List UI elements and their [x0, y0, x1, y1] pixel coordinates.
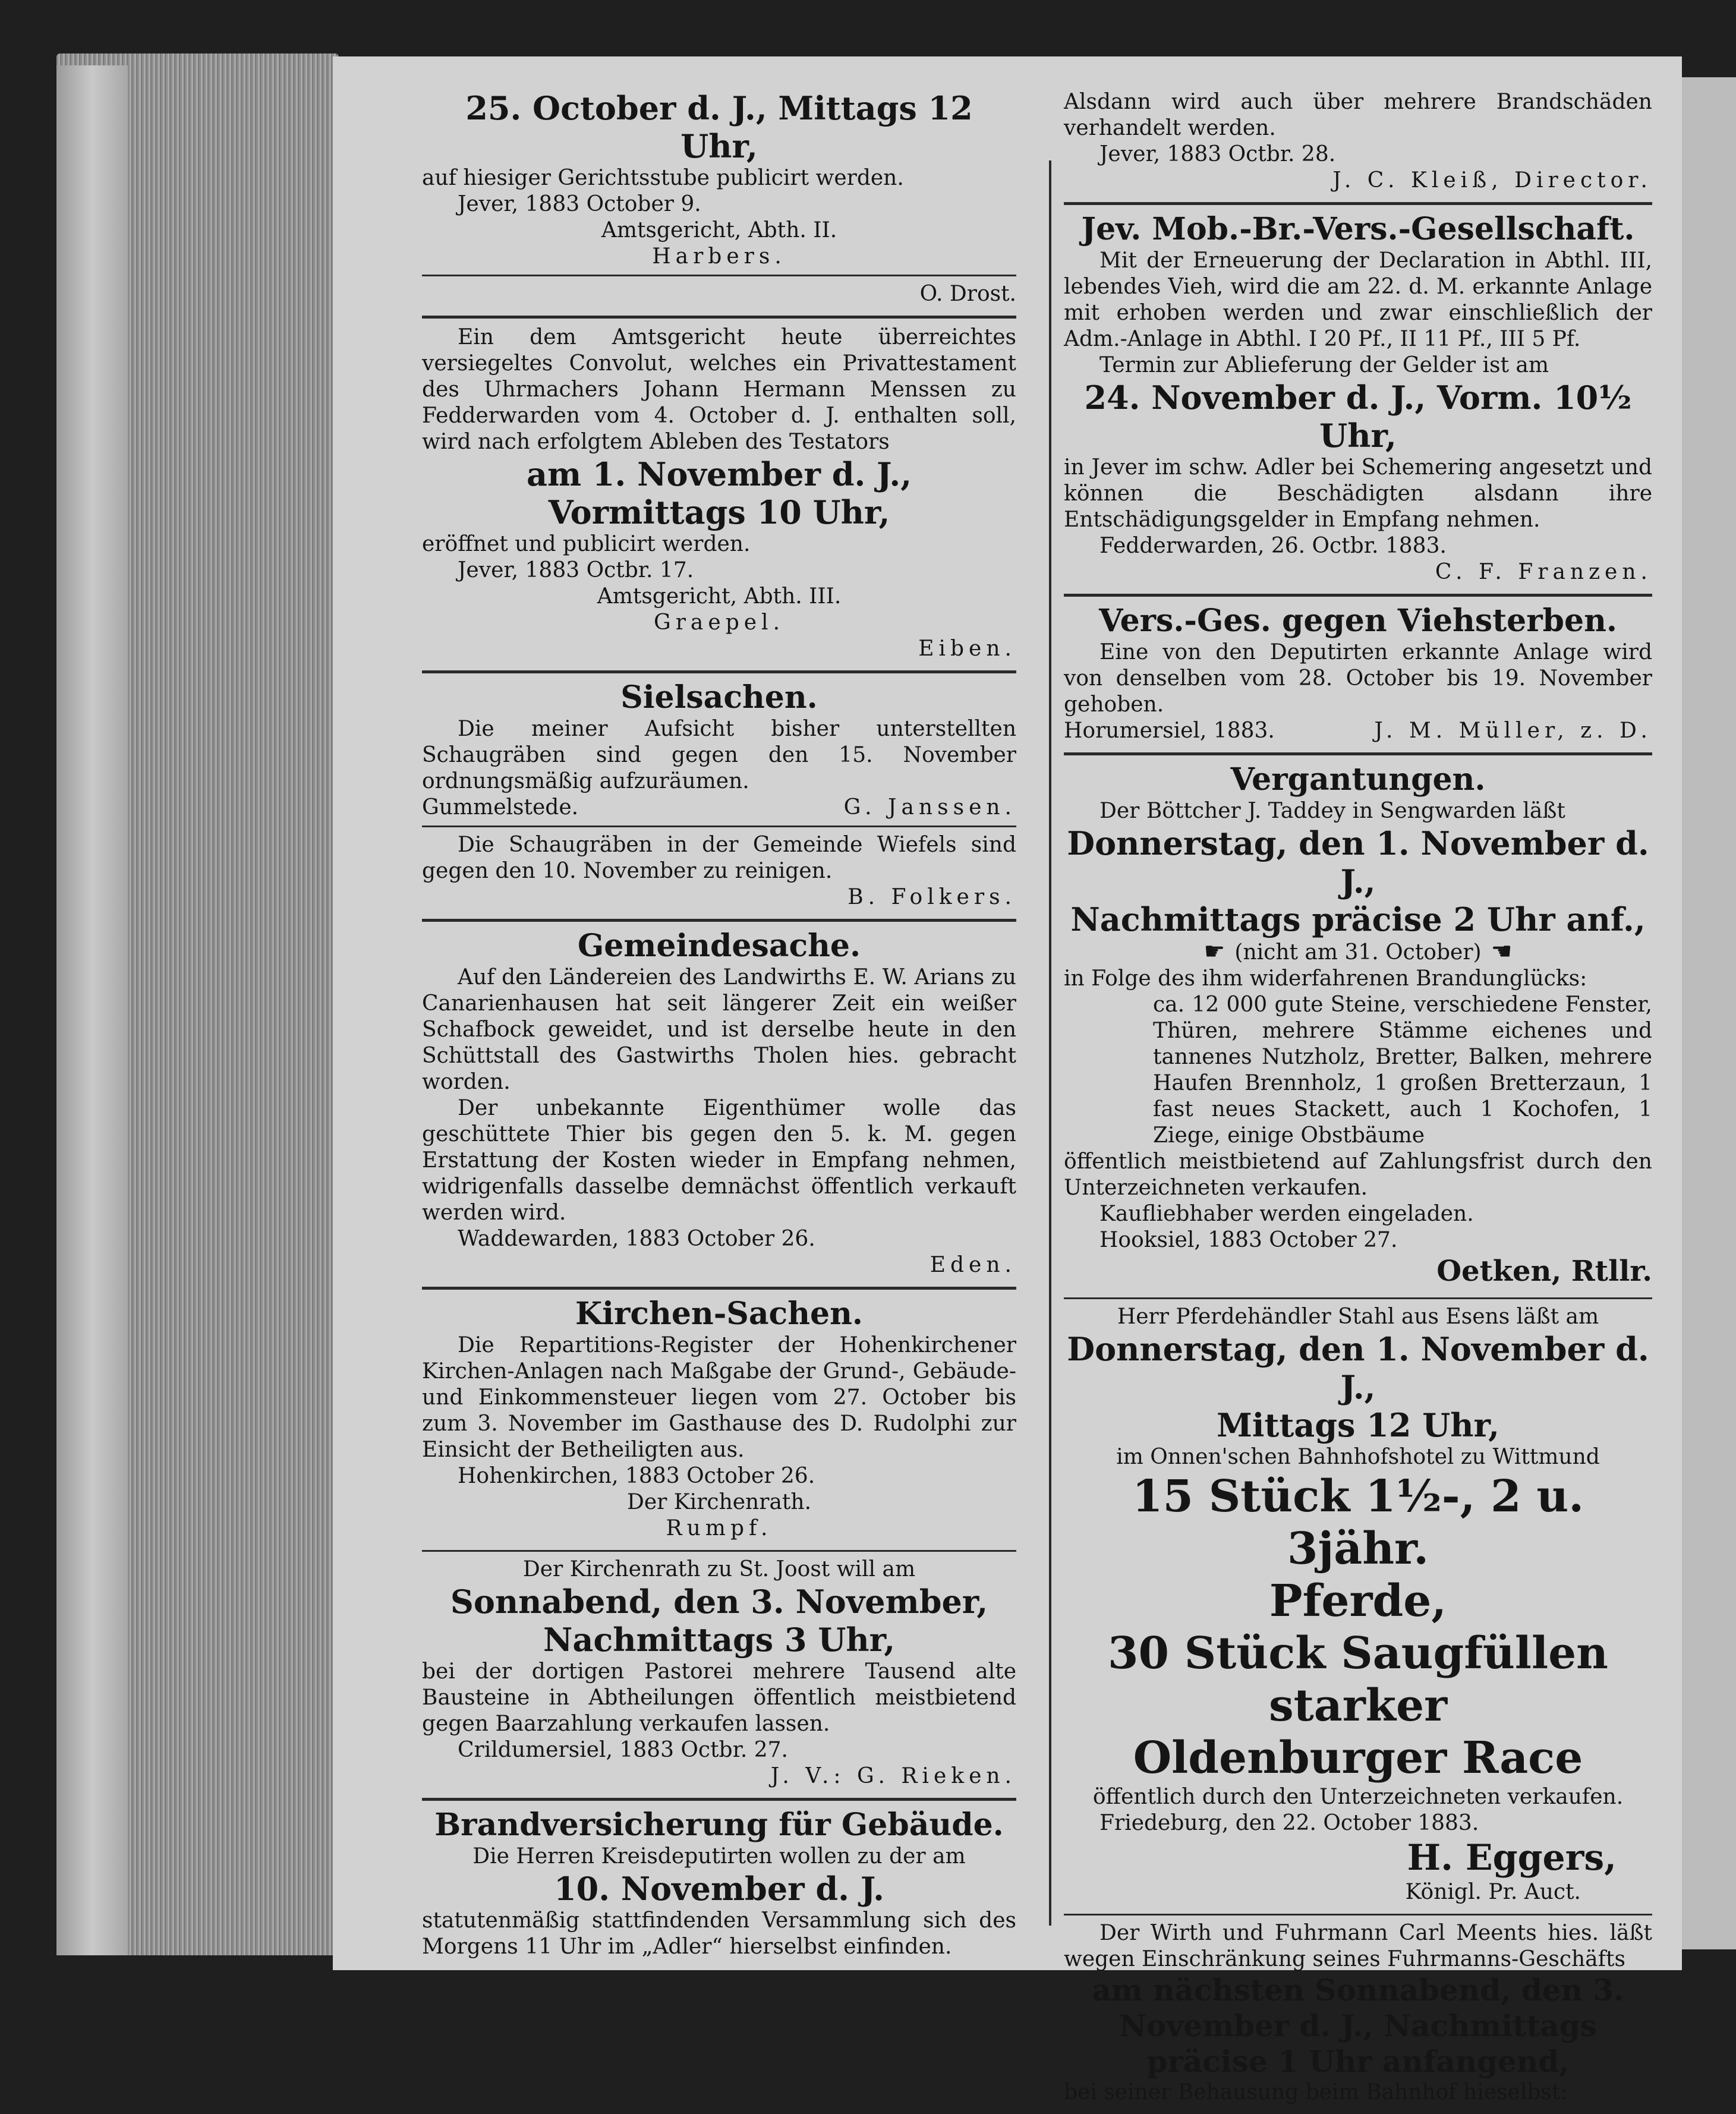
notice-signature: B. Folkers. [847, 885, 1016, 909]
notice-date: 24. November d. J., Vorm. 10½ Uhr, [1084, 379, 1632, 455]
notice-place-date: Jever, 1883 October 9. [458, 192, 701, 216]
separator-rule [422, 1550, 1016, 1552]
notice-note [1064, 938, 1652, 966]
section-heading: Brandversicherung für Gebäude. [434, 1807, 1004, 1843]
notice-text: Die Repartitions-Register der Hohenkirchener Kirchen-Anlagen nach Maßgabe der Grund-, Gebäude- und Einkommensteuer liegen vom 27. October bis zum 3. November im Gasthause des D. Rudolphi zur Einsicht der Betheiligten aus. [422, 1333, 1016, 1462]
notice-date: Sonnabend, den 3. November, [450, 1583, 988, 1621]
notice-text: Alsdann wird auch über mehrere Brandschäden verhandelt werden. [1064, 90, 1652, 140]
signature-line [422, 795, 1016, 821]
notice-text: in Folge des ihm widerfahrenen Brandunglücks: [1064, 966, 1587, 991]
notice-viehsterben [1064, 603, 1652, 744]
notice-court: Amtsgericht, Abth. II. [601, 218, 837, 242]
pointing-hand-left-icon: ☛ [1203, 938, 1225, 965]
notice-jev-mob-gesellschaft [1064, 211, 1652, 585]
notice-place-date: Crildumersiel, 1883 Octbr. 27. [458, 1738, 788, 1762]
notice-text: Die meiner Aufsicht bisher unterstellten Schaugräben sind gegen den 15. November ordnungsmäßig aufzuräumen. [422, 717, 1016, 793]
notice-place-date: Jever, 1883 Octbr. 17. [458, 558, 694, 582]
section-heading: Vergantungen. [1230, 761, 1486, 798]
notice-place-date: Fedderwarden, 26. Octbr. 1883. [1099, 534, 1447, 558]
lot-headline: 30 Stück Saugfüllen starker [1108, 1628, 1608, 1731]
notice-text: bei der dortigen Pastorei mehrere Tausend alte Bausteine in Abtheilungen öffentlich meistbietend gegen Baarzahlung verkaufen lassen. [422, 1659, 1016, 1736]
notice-signature: Oetken, Rtllr. [1436, 1255, 1652, 1288]
notice-place-date: Hooksiel, 1883 October 27. [1099, 1228, 1398, 1252]
notice-gemeindesache [422, 928, 1016, 1278]
notice-place: Horumersiel, 1883. [1064, 719, 1275, 743]
notice-date: 10. November d. J. [554, 1870, 884, 1908]
notice-text: Ein dem Amtsgericht heute überreichtes versiegeltes Convolut, welches ein Privattestament des Uhrmachers Johann Hermann Menssen zu Fedderwarden vom 4. October d. J. enthalten soll, wird nach erfolgtem Ableben des Testators [422, 325, 1016, 454]
notice-text: Der unbekannte Eigenthümer wolle das geschüttete Thier bis gegen den 5. k. M. gegen Erstattung der Kosten wieder in Empfang nehmen, widrigenfalls dasselbe demnächst öffentlich verkauft werden wird. [422, 1096, 1016, 1225]
notice-st-joost [422, 1557, 1016, 1790]
next-page-edge [1682, 77, 1736, 1949]
notice-signature: H. Eggers, [1407, 1837, 1617, 1879]
separator-rule [1064, 594, 1652, 597]
separator-rule [422, 1798, 1016, 1801]
notice-text: Herr Pferdehändler Stahl aus Esens läßt am [1117, 1305, 1599, 1329]
notice-time: Nachmittags präcise 2 Uhr anf., [1070, 900, 1646, 938]
notice-brandversicherung [422, 1807, 1016, 1960]
notice-sielsachen [422, 679, 1016, 910]
notice-date: Donnerstag, den 1. November d. J., [1067, 1330, 1649, 1406]
notice-signature: C. F. Franzen. [1435, 560, 1652, 584]
notice-countersign: Eiben. [918, 637, 1016, 661]
notice-date: Donnerstag, den 1. November d. J., [1067, 824, 1649, 900]
separator-rule [422, 316, 1016, 319]
notice-date: am nächsten Sonnabend, den 3. November d. J., Nachmittags präcise 1 Uhr anfangend, [1092, 1973, 1624, 2079]
column-divider [1049, 160, 1051, 1926]
notice-place-date: Waddewarden, 1883 October 26. [458, 1227, 815, 1251]
notice-text: Mit der Erneuerung der Declaration in Abthl. III, lebendes Vieh, wird die am 22. d. M. erkannte Anlage mit erhoben werden und zwar einschließlich der Adm.-Anlage in Abthl. I 20 Pf., II 11 Pf., III 5 Pf. [1064, 248, 1652, 351]
notice-signature: Harbers. [652, 244, 786, 269]
notice-text: in Jever im schw. Adler bei Schemering angesetzt und können die Beschädigten alsdann ihre Entschädigungsgelder in Empfang nehmen. [1064, 455, 1652, 532]
book-binding [56, 65, 128, 1955]
notice-signature: G. Janssen. [843, 795, 1016, 820]
notice-time: Mittags 12 Uhr, [1217, 1406, 1499, 1444]
notice-place-date: Friedeburg, den 22. October 1883. [1099, 1811, 1479, 1835]
lot-headline: Oldenburger Race [1133, 1732, 1583, 1784]
notice-signature: Rumpf. [666, 1516, 773, 1540]
notice-place-date: Jever, 1883 Octbr. 28. [1099, 142, 1336, 166]
notice-text: Termin zur Ablieferung der Gelder ist am [1099, 353, 1549, 377]
notice-text: Kaufliebhaber werden eingeladen. [1099, 1202, 1474, 1226]
notice-vergantungen [1064, 761, 1652, 1289]
separator-rule [422, 919, 1016, 922]
notice-time: Vormittags 10 Uhr, [548, 493, 890, 531]
notice-text: Die Schaugräben in der Gemeinde Wiefels sind gegen den 10. November zu reinigen. [422, 833, 1016, 883]
notice-countersign: O. Drost. [919, 282, 1016, 306]
separator-rule [1064, 1914, 1652, 1915]
notice-signature: J. C. Kleiß, Director. [1332, 168, 1652, 193]
separator-rule [422, 1287, 1016, 1290]
notice-meents [1064, 1920, 1652, 2106]
notice-testament-publication [422, 89, 1016, 307]
notice-text: öffentlich durch den Unterzeichneten verkaufen. [1092, 1785, 1624, 1809]
notice-title: Königl. Pr. Auct. [1405, 1880, 1581, 1904]
signature-line [1064, 718, 1652, 744]
section-heading: Gemeindesache. [577, 928, 861, 964]
signature-rule [422, 275, 1016, 276]
notice-signature: J. M. Müller, z. D. [1374, 719, 1652, 743]
notice-text: statutenmäßig stattfindenden Versammlung sich des Morgens 11 Uhr im „Adler“ hierselbst einfinden. [422, 1908, 1016, 1959]
notice-text: öffentlich meistbietend auf Zahlungsfrist durch den Unterzeichneten verkaufen. [1064, 1149, 1652, 1200]
notice-text: eröffnet und publicirt werden. [422, 532, 751, 556]
notice-text: Auf den Ländereien des Landwirths E. W. Arians zu Canarienhausen hat seit längerer Zeit ein weißer Schafbock geweidet, und ist derselbe heute in den Schüttstall des Gastwirths Tholen hies. gebracht worden. [422, 965, 1016, 1094]
notice-time: Nachmittags 3 Uhr, [543, 1621, 896, 1659]
section-heading: Jev. Mob.-Br.-Vers.-Gesellschaft. [1081, 211, 1635, 247]
notice-text: Die Herren Kreisdeputirten wollen zu der am [472, 1844, 966, 1869]
lot-headline: Pferde, [1269, 1576, 1447, 1627]
notice-venue: im Onnen'schen Bahnhofshotel zu Wittmund [1116, 1445, 1600, 1469]
section-heading: Sielsachen. [620, 679, 818, 716]
separator-rule [1064, 752, 1652, 755]
item-list: ca. 12 000 gute Steine, verschiedene Fenster, Thüren, mehrere Stämme eichenes und tannenes Nutzholz, Bretter, Balken, mehrere Haufen Brennholz, 1 großen Bretterzaun, 1 fast neues Stackett, auch 1 Kochofen, 1 Ziege, einige Obstbäume [1153, 993, 1652, 1148]
notice-text: bei seiner Behausung beim Bahnhof hieselbst: [1064, 2080, 1568, 2104]
notice-text: auf hiesiger Gerichtsstube publicirt werden. [422, 166, 904, 190]
notice-pferde-auction [1064, 1304, 1652, 1905]
separator-rule [422, 826, 1016, 827]
notice-place-date: Hohenkirchen, 1883 October 26. [458, 1464, 815, 1488]
left-column [422, 89, 1016, 1968]
notice-date: 25. October d. J., Mittags 12 Uhr, [465, 89, 973, 165]
notice-authority: Der Kirchenrath. [626, 1490, 812, 1514]
notice-court: Amtsgericht, Abth. III. [597, 584, 842, 609]
notice-date: am 1. November d. J., [526, 455, 912, 493]
notice-place: Gummelstede. [422, 795, 579, 820]
right-column [1064, 89, 1652, 2114]
section-heading: Vers.-Ges. gegen Viehsterben. [1099, 603, 1617, 639]
separator-rule [1064, 1297, 1652, 1299]
notice-text: Eine von den Deputirten erkannte Anlage wird von denselben vom 28. October bis 19. November gehoben. [1064, 640, 1652, 717]
notice-text: Der Wirth und Fuhrmann Carl Meents hies. läßt wegen Einschränkung seines Fuhrmanns-Geschäfts [1064, 1921, 1652, 1971]
notice-signature: Eden. [930, 1253, 1016, 1277]
note-text: (nicht am 31. October) [1234, 940, 1482, 965]
notice-testament-opening [422, 324, 1016, 662]
notice-kirchensachen [422, 1296, 1016, 1542]
lot-headline: 15 Stück 1½-, 2 u. 3jähr. [1132, 1471, 1584, 1574]
notice-brandschaeden [1064, 89, 1652, 194]
separator-rule [1064, 202, 1652, 205]
separator-rule [422, 670, 1016, 673]
notice-text: Der Böttcher J. Taddey in Sengwarden läßt [1099, 799, 1565, 823]
section-heading: Kirchen-Sachen. [575, 1296, 863, 1332]
pointing-hand-right-icon: ☚ [1491, 938, 1513, 965]
notice-signature: J. V.: G. Rieken. [770, 1764, 1016, 1788]
notice-text: Der Kirchenrath zu St. Joost will am [522, 1557, 916, 1581]
notice-signature: Graepel. [653, 610, 785, 635]
